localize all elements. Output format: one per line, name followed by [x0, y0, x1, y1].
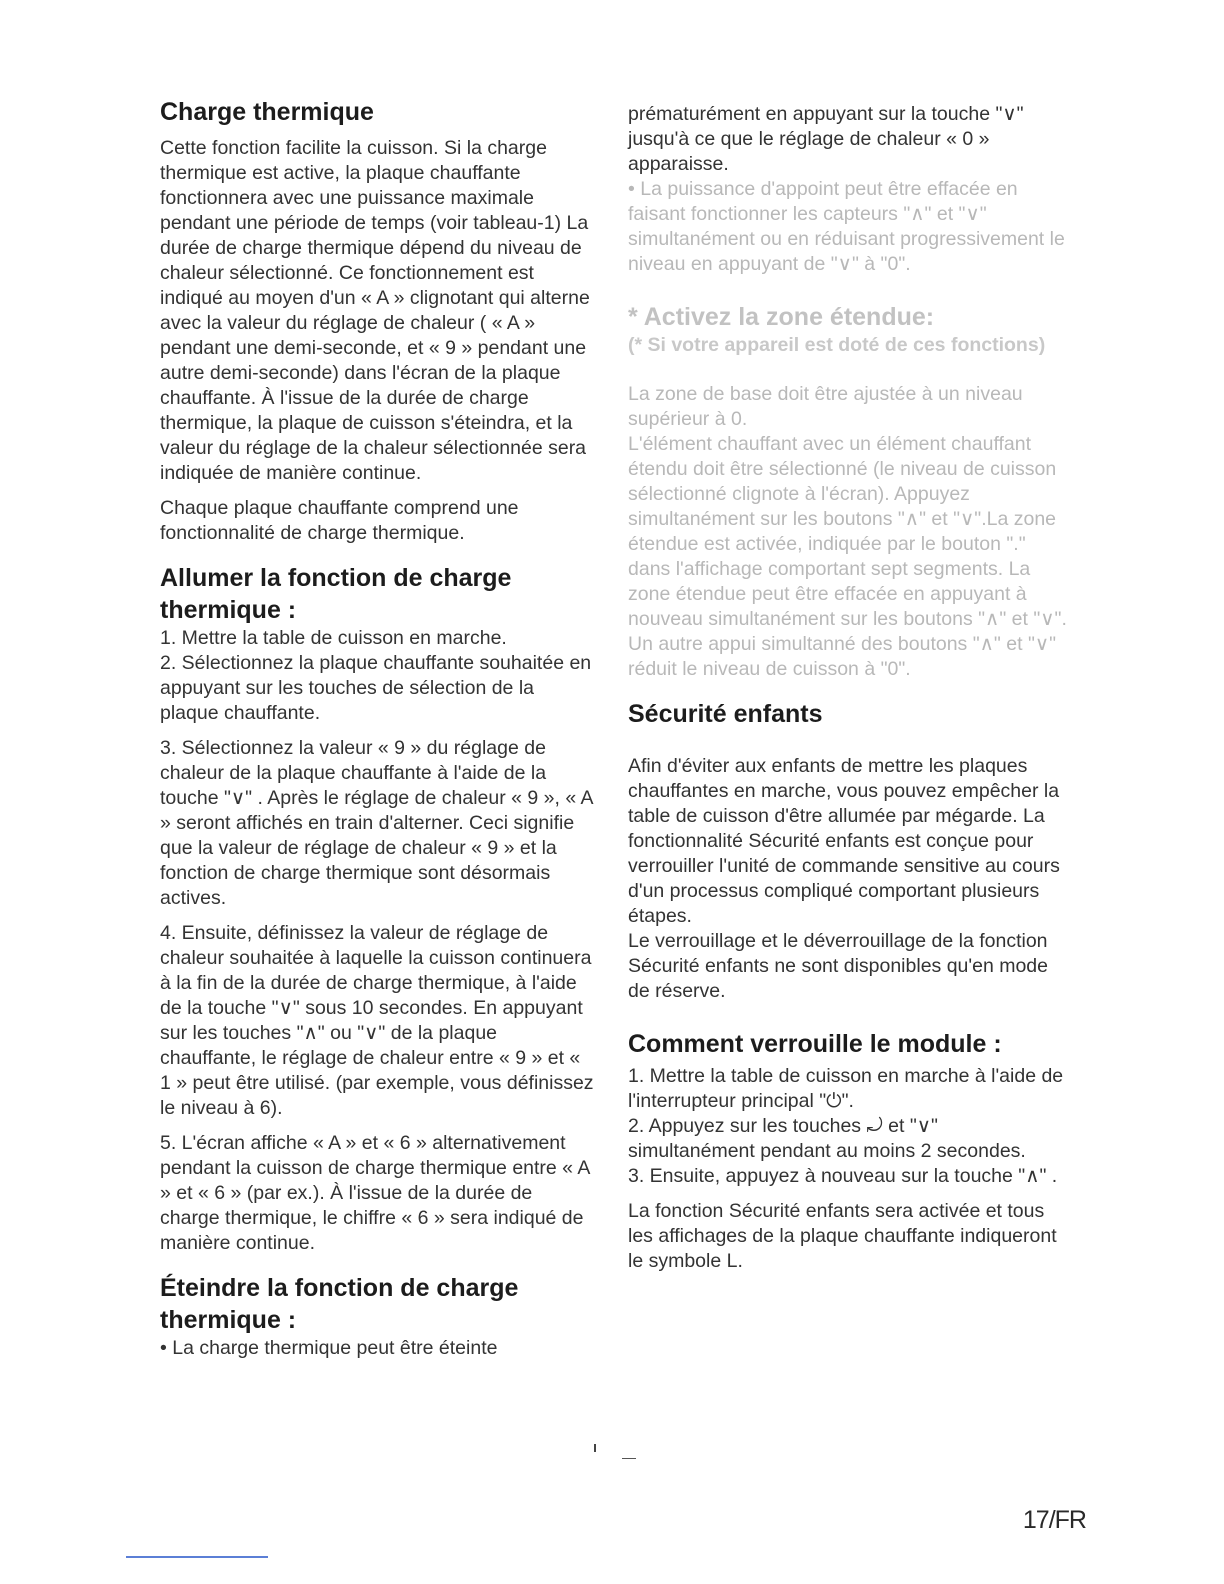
heading-eteindre: Éteindre la fonction de charge thermique : — [160, 1274, 519, 1334]
heading-securite-enfants: Sécurité enfants — [628, 700, 823, 728]
paragraph-verrouillage: Le verrouillage et le déverrouillage de la fonction Sécurité enfants ne sont disponibles qu'en mode de réserve. — [628, 930, 1049, 1002]
right-column — [628, 96, 1068, 1274]
heading-verrouille-module: Comment verrouille le module : — [628, 1030, 1002, 1058]
lock-step-1: 1. Mettre la table de cuisson en marche à l'aide de l'interrupteur principal "⏻". — [628, 1065, 1064, 1112]
step-1: 1. Mettre la table de cuisson en marche. — [160, 627, 507, 649]
print-dash — [622, 1458, 636, 1459]
heading-allumer: Allumer la fonction de charge thermique : — [160, 564, 512, 624]
paragraph-securite: Afin d'éviter aux enfants de mettre les plaques chauffantes en marche, vous pouvez empêcher la table de cuisson d'être allumée par mégarde. La fonctionnalité Sécurité enfants est conçue pour verrouiller l'unité de commande sensitive au cours d'un processus compliqué comportant plusieurs étapes. — [628, 755, 1060, 927]
step-2: 2. Sélectionnez la plaque chauffante souhaitée en appuyant sur les touches de sélection de la plaque chauffante. — [160, 652, 592, 724]
print-mark — [594, 1444, 596, 1452]
step-4: 4. Ensuite, définissez la valeur de réglage de chaleur souhaitée à laquelle la cuisson continuera à la fin de la durée de charge thermique, à l'aide de la touche "∨" sous 10 secondes. En appuyant sur les touches "∧" ou "∨" de la plaque chauffante, le réglage de chaleur entre « 9 » et « 1 » peut être utilisé. (par exemple, vous définissez le niveau à 6). — [160, 922, 594, 1119]
heading-zone-etendue: * Activez la zone étendue: — [628, 303, 935, 331]
paragraph-feature: Chaque plaque chauffante comprend une fonctionnalité de charge thermique. — [160, 497, 519, 544]
paragraph-continuation: prématurément en appuyant sur la touche "∨" jusqu'à ce que le réglage de chaleur « 0 » apparaisse. — [628, 103, 1024, 175]
paragraph-zone-element: L'élément chauffant avec un élément chauffant étendu doit être sélectionné (le niveau de cuisson sélectionné clignote à l'écran). Appuyez simultanément sur les boutons "∧" et "∨".La zone étendue est activée, indiquée par le bouton "." dans l'affichage comportant sept segments. La zone étendue peut être effacée en appuyant à nouveau simultanément sur les boutons "∧" et "∨". Un autre appui simultanné des boutons "∧" et "∨" réduit le niveau de cuisson à "0". — [628, 433, 1067, 680]
paragraph-zone-base: La zone de base doit être ajustée à un niveau supérieur à 0. — [628, 383, 1023, 430]
left-column — [160, 96, 596, 1361]
bullet-boost-clear: • La puissance d'appoint peut être effacée en faisant fonctionner les capteurs "∧" et "∨" simultanément ou en réduisant progressivement le niveau en appuyant de "∨" à "0". — [628, 178, 1065, 275]
footer-rule — [126, 1556, 268, 1558]
lock-step-2: 2. Appuyez sur les touches ⤾ et "∨" simultanément pendant au moins 2 secondes. — [628, 1115, 1026, 1162]
step-3: 3. Sélectionnez la valeur « 9 » du réglage de chaleur de la plaque chauffante à l'aide de la touche "∨" . Après le réglage de chaleur « 9 », « A » seront affichés en train d'alterner. Ceci signifie que la valeur de réglage de chaleur « 9 » et la fonction de charge thermique sont désormais actives. — [160, 737, 593, 909]
lock-step-3: 3. Ensuite, appuyez à nouveau sur la touche "∧" . — [628, 1165, 1058, 1187]
paragraph-intro: Cette fonction facilite la cuisson. Si la charge thermique est active, la plaque chauffante fonctionnera avec une puissance maximale pendant une période de temps (voir tableau-1) La durée de charge thermique dépend du niveau de chaleur sélectionné. Ce fonctionnement est indiqué au moyen d'un « A » clignotant qui alterne avec la valeur du réglage de chaleur ( « A » pendant une demi-seconde, et « 9 » pendant une autre demi-seconde) dans l'écran de la plaque chauffante. À l'issue de la durée de charge thermique, la plaque de cuisson s'éteindra, et la valeur du réglage de la chaleur sélectionnée sera indiquée de manière continue. — [160, 137, 590, 484]
page-number: 17/FR — [1022, 1506, 1086, 1534]
lock-result: La fonction Sécurité enfants sera activée et tous les affichages de la plaque chauffante indiqueront le symbole L. — [628, 1200, 1057, 1272]
step-5: 5. L'écran affiche « A » et « 6 » alternativement pendant la cuisson de charge thermique entre « A » et « 6 » (par ex.). À l'issue de la durée de charge thermique, le chiffre « 6 » sera indiqué de manière continue. — [160, 1132, 590, 1254]
heading-charge-thermique: Charge thermique — [160, 98, 374, 126]
subheading-zone-note: (* Si votre appareil est doté de ces fonctions) — [628, 334, 1046, 356]
bullet-off: • La charge thermique peut être éteinte — [160, 1337, 498, 1359]
